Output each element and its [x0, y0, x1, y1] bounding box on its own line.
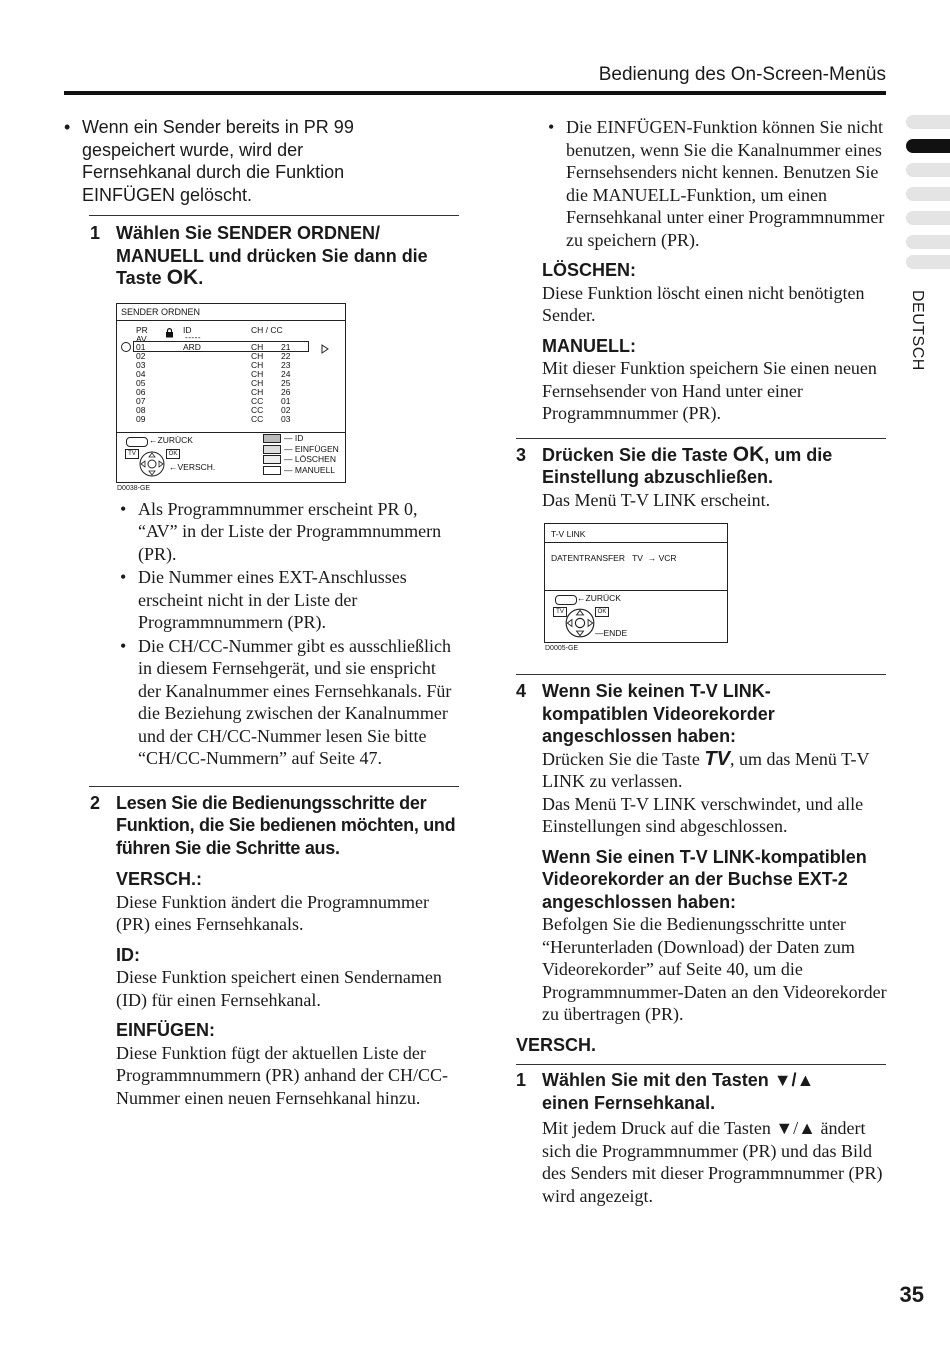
step2-rule	[89, 786, 459, 787]
step4-body-a	[542, 748, 888, 793]
loeschen-text: Diese Funktion löscht einen nicht benötigten Sender.	[542, 282, 865, 325]
menu2-end-text: ENDE	[603, 628, 628, 638]
step2-number: 2	[90, 792, 100, 813]
step4-body-a-text: Drücken Sie die Taste	[542, 748, 705, 769]
color-key-icon	[263, 455, 281, 464]
section-tab-5	[906, 211, 950, 225]
color-key-icon	[263, 466, 281, 475]
row-id	[183, 361, 251, 370]
step3-text	[542, 444, 876, 489]
step3-rule	[516, 438, 886, 439]
channel-row	[136, 379, 290, 388]
intro-bullet: • Wenn ein Sender bereits in PR 99 gespeichert wurde, wird der Fernsehkanal durch die Funktion EINFÜGEN gelöscht.	[64, 116, 412, 206]
note-item: • Die Nummer eines EXT-Anschlusses erscheint nicht in der Liste der Programmnummern (PR).	[120, 566, 460, 634]
step1-text	[116, 222, 450, 290]
step4	[516, 680, 816, 748]
menu1-av-dashes: - - - - -	[185, 331, 200, 342]
versch-text: Diese Funktion ändert die Programnummer (PR) eines Fernsehkanals.	[116, 891, 429, 934]
step4-body-c: Das Menü T-V LINK verschwindet, und alle Einstellungen sind abgeschlossen.	[542, 793, 864, 836]
menu1-col-id: ID	[183, 324, 192, 335]
row-id	[183, 415, 251, 424]
arrow-right-icon: →	[647, 553, 657, 563]
menu2-end-label: —ENDE	[595, 628, 628, 638]
section-tab-6	[906, 235, 950, 249]
menu2-transfer: DATENTRANSFER	[551, 553, 625, 563]
loeschen-heading: LÖSCHEN:	[542, 260, 636, 280]
menu2-title: T-V LINK	[551, 529, 586, 539]
row-pr: 05	[136, 377, 146, 388]
legend-label: ID	[294, 433, 304, 444]
step4-body-b-text: , um das Menü T-V LINK zu verlassen.	[542, 748, 870, 791]
header-rule	[64, 91, 886, 95]
step4-rule	[516, 674, 886, 675]
step2-text: Lesen Sie die Bedienungsschritte der Funktion, die Sie bedienen möchten, und führen Sie die Schritte aus.	[116, 792, 456, 858]
right-arrow-icon	[321, 341, 329, 359]
row-num: 23	[281, 359, 291, 370]
row-ch: CH	[251, 341, 264, 352]
step4-body	[542, 748, 888, 1026]
row-id	[183, 352, 251, 361]
row-num: 01	[281, 396, 291, 407]
menu2-from: TV	[632, 553, 643, 563]
row-ch: CH	[251, 368, 264, 379]
left-column	[64, 116, 464, 1109]
step3-text-a: Drücken Sie die Taste	[542, 444, 733, 465]
versch-step1-text: Wählen Sie mit den Tasten ▼/▲ einen Fernsehkanal.	[542, 1070, 815, 1113]
right-column	[516, 116, 888, 1207]
id-text: Diese Funktion speichert einen Sendernamen (ID) für einen Fernsehkanal.	[116, 967, 442, 1010]
row-num: 03	[281, 414, 291, 425]
menu1-footer-rule	[117, 432, 345, 433]
id-heading: ID:	[116, 944, 140, 965]
row-pr: 04	[136, 368, 146, 379]
back-button-icon	[555, 595, 577, 605]
ok-key-glyph: OK	[732, 442, 765, 466]
row-id	[183, 397, 251, 406]
row-num: 26	[281, 386, 291, 397]
section-tab-1	[906, 115, 950, 129]
menu1-av: AV	[136, 333, 147, 344]
menu2-back-label: ←ZURÜCK	[577, 593, 621, 603]
menu1-notes	[120, 498, 460, 770]
row-num: 21	[281, 341, 291, 352]
einfuegen-text: Diese Funktion fügt der aktuellen Liste der Programmnummern (PR) anhand der CH/CC-Nummer einen neuen Fernsehkanal hinzu.	[116, 1042, 448, 1108]
menu2-to: VCR	[658, 553, 677, 563]
menu1-col-chcc: CH / CC	[251, 324, 283, 335]
channel-row	[136, 406, 290, 415]
ok-key-glyph: OK	[166, 266, 199, 289]
section-tab-7	[906, 255, 950, 269]
menu1-channel-list	[136, 343, 290, 425]
legend-item: — LÖSCHEN	[263, 455, 339, 466]
menu1-legend	[263, 434, 339, 476]
right-descriptions	[542, 259, 888, 425]
sender-ordnen-menu	[116, 303, 346, 483]
function-descriptions	[116, 868, 456, 1109]
row-id	[183, 370, 251, 379]
row-pr: 03	[136, 359, 146, 370]
menu1-title-rule	[117, 320, 345, 321]
row-ch: CH	[251, 386, 264, 397]
step1-rule	[89, 215, 459, 216]
step3	[516, 444, 876, 489]
step1-text-a: Wählen Sie SENDER ORDNEN/ MANUELL und drücken Sie dann die Taste	[116, 223, 428, 288]
menu1-back-label: ←ZURÜCK	[149, 434, 193, 445]
menu2-back-text: ZURÜCK	[585, 593, 621, 603]
step2	[90, 792, 460, 860]
channel-row	[136, 352, 290, 361]
versch-step1	[516, 1069, 836, 1114]
versch-heading: VERSCH.:	[116, 869, 203, 889]
row-pr: 06	[136, 386, 146, 397]
row-pr: 09	[136, 414, 146, 425]
channel-row	[136, 397, 290, 406]
page-number: 35	[899, 1282, 924, 1307]
menu1-title: SENDER ORDNEN	[121, 306, 201, 317]
legend-item: — ID	[263, 434, 339, 445]
row-pr: 08	[136, 405, 146, 416]
row-ch: CC	[251, 396, 264, 407]
legend-item: — MANUELL	[263, 465, 339, 476]
ok-button-icon: OK	[166, 449, 180, 459]
channel-row	[136, 370, 290, 379]
row-id	[183, 406, 251, 415]
einfuegen-heading: EINFÜGEN:	[116, 1020, 215, 1040]
row-ch: CH	[251, 377, 264, 388]
step4-sub-heading: Wenn Sie einen T-V LINK-kompatiblen Videorekorder an der Buchse EXT-2 angeschlossen haben:	[542, 846, 867, 912]
versch-step-rule	[516, 1064, 886, 1065]
row-ch: CC	[251, 405, 264, 416]
tv-button-icon: TV	[125, 449, 139, 459]
row-num: 25	[281, 377, 291, 388]
menu2-transfer-line	[551, 554, 677, 563]
top-bullet: • Die EINFÜGEN-Funktion können Sie nicht benutzen, wenn Sie die Kanalnummer eines Fernsehsenders nicht kennen. Benutzen Sie die MANUELL-Funktion, um einen Fernsehkanal unter einer Programmnummer zu speichern (PR).	[548, 116, 898, 251]
row-id: ARD	[183, 341, 201, 352]
channel-row	[136, 415, 290, 424]
note-item: • Die CH/CC-Nummer gibt es ausschließlich in diesem Fernsehgerät, und sie enspricht der Kanalnummer eines Fernsehkanals. Für die Beziehung zwischen der Kanalnummer und der CH/CC-Nummer lesen Sie bitte “CH/CC-Nummern” auf Seite 47.	[120, 635, 460, 770]
versch-step1-number: 1	[516, 1070, 527, 1090]
ok-button-icon: OK	[595, 607, 609, 617]
step4-number: 4	[516, 681, 527, 701]
channel-row	[136, 388, 290, 397]
menu1-move-text: VERSCH.	[177, 461, 216, 472]
tv-link-menu	[544, 523, 728, 643]
row-ch: CC	[251, 414, 264, 425]
dpad-icon	[565, 608, 595, 643]
versch-section-heading: VERSCH.	[516, 1034, 597, 1055]
versch-step1-body: Mit jedem Druck auf die Tasten ▼/▲ ändert sich die Programmnummer (PR) und das Bild des Senders mit dieser Programmnummer (PR) wird angezeigt.	[542, 1118, 883, 1206]
menu2-code: D0005-GE	[545, 645, 579, 652]
row-pr: 07	[136, 396, 146, 407]
legend-label: EINFÜGEN	[294, 443, 339, 454]
dpad-icon	[139, 451, 165, 482]
cursor-circle-icon	[121, 342, 131, 352]
menu1-col-pr: PR	[136, 324, 148, 335]
section-tab-3	[906, 163, 950, 177]
step4-text: Wenn Sie keinen T-V LINK-kompatiblen Videorekorder angeschlossen haben:	[542, 681, 775, 746]
step3-body: Das Menü T-V LINK erscheint.	[542, 489, 771, 510]
step1-text-b: .	[198, 268, 204, 288]
step3-number: 3	[516, 444, 527, 465]
step1	[90, 222, 450, 290]
row-num: 24	[281, 368, 291, 379]
menu2-title-rule	[545, 542, 727, 543]
legend-label: MANUELL	[294, 464, 336, 475]
legend-item: — EINFÜGEN	[263, 444, 339, 455]
color-key-icon	[263, 434, 281, 443]
back-button-icon	[126, 437, 148, 447]
language-label: DEUTSCH	[909, 290, 926, 371]
menu1-code: D0038-GE	[117, 484, 151, 492]
channel-row	[136, 361, 290, 370]
row-ch: CH	[251, 359, 264, 370]
note-item: • Als Programmnummer erscheint PR 0, “AV” in der Liste der Programmnummern (PR).	[120, 498, 460, 566]
legend-label: LÖSCHEN	[294, 454, 336, 465]
row-num: 02	[281, 405, 291, 416]
color-key-icon	[263, 445, 281, 454]
section-tab-4	[906, 187, 950, 201]
menu1-back-text: ZURÜCK	[157, 434, 193, 445]
step4-sub-text: Befolgen Sie die Bedienungsschritte unter “Herunterladen (Download) der Daten zum Videorekorder” auf Seite 40, um die Programmnummer-Daten an den Videorekorder zu übertragen (PR).	[542, 914, 887, 1024]
row-pr: 02	[136, 350, 146, 361]
section-tab-active	[906, 139, 950, 153]
row-pr: 01	[136, 341, 146, 352]
tv-key-glyph: TV	[704, 747, 730, 770]
step3-text-b: , um die Einstellung abzuschließen.	[542, 444, 833, 487]
step1-number: 1	[90, 223, 101, 243]
menu2-footer-rule	[545, 590, 727, 591]
menu1-move-label: ←VERSCH.	[169, 461, 216, 472]
row-id	[183, 388, 251, 397]
row-id	[183, 379, 251, 388]
row-num: 22	[281, 350, 291, 361]
manuell-heading: MANUELL:	[542, 335, 636, 356]
tv-button-icon: TV	[553, 607, 567, 617]
channel-row	[136, 343, 290, 352]
page-header-title: Bedienung des On-Screen-Menüs	[598, 64, 886, 85]
row-ch: CH	[251, 350, 264, 361]
manuell-text: Mit dieser Funktion speichern Sie einen neuen Fernsehsender von Hand unter einer Programmnummer (PR).	[542, 358, 877, 423]
